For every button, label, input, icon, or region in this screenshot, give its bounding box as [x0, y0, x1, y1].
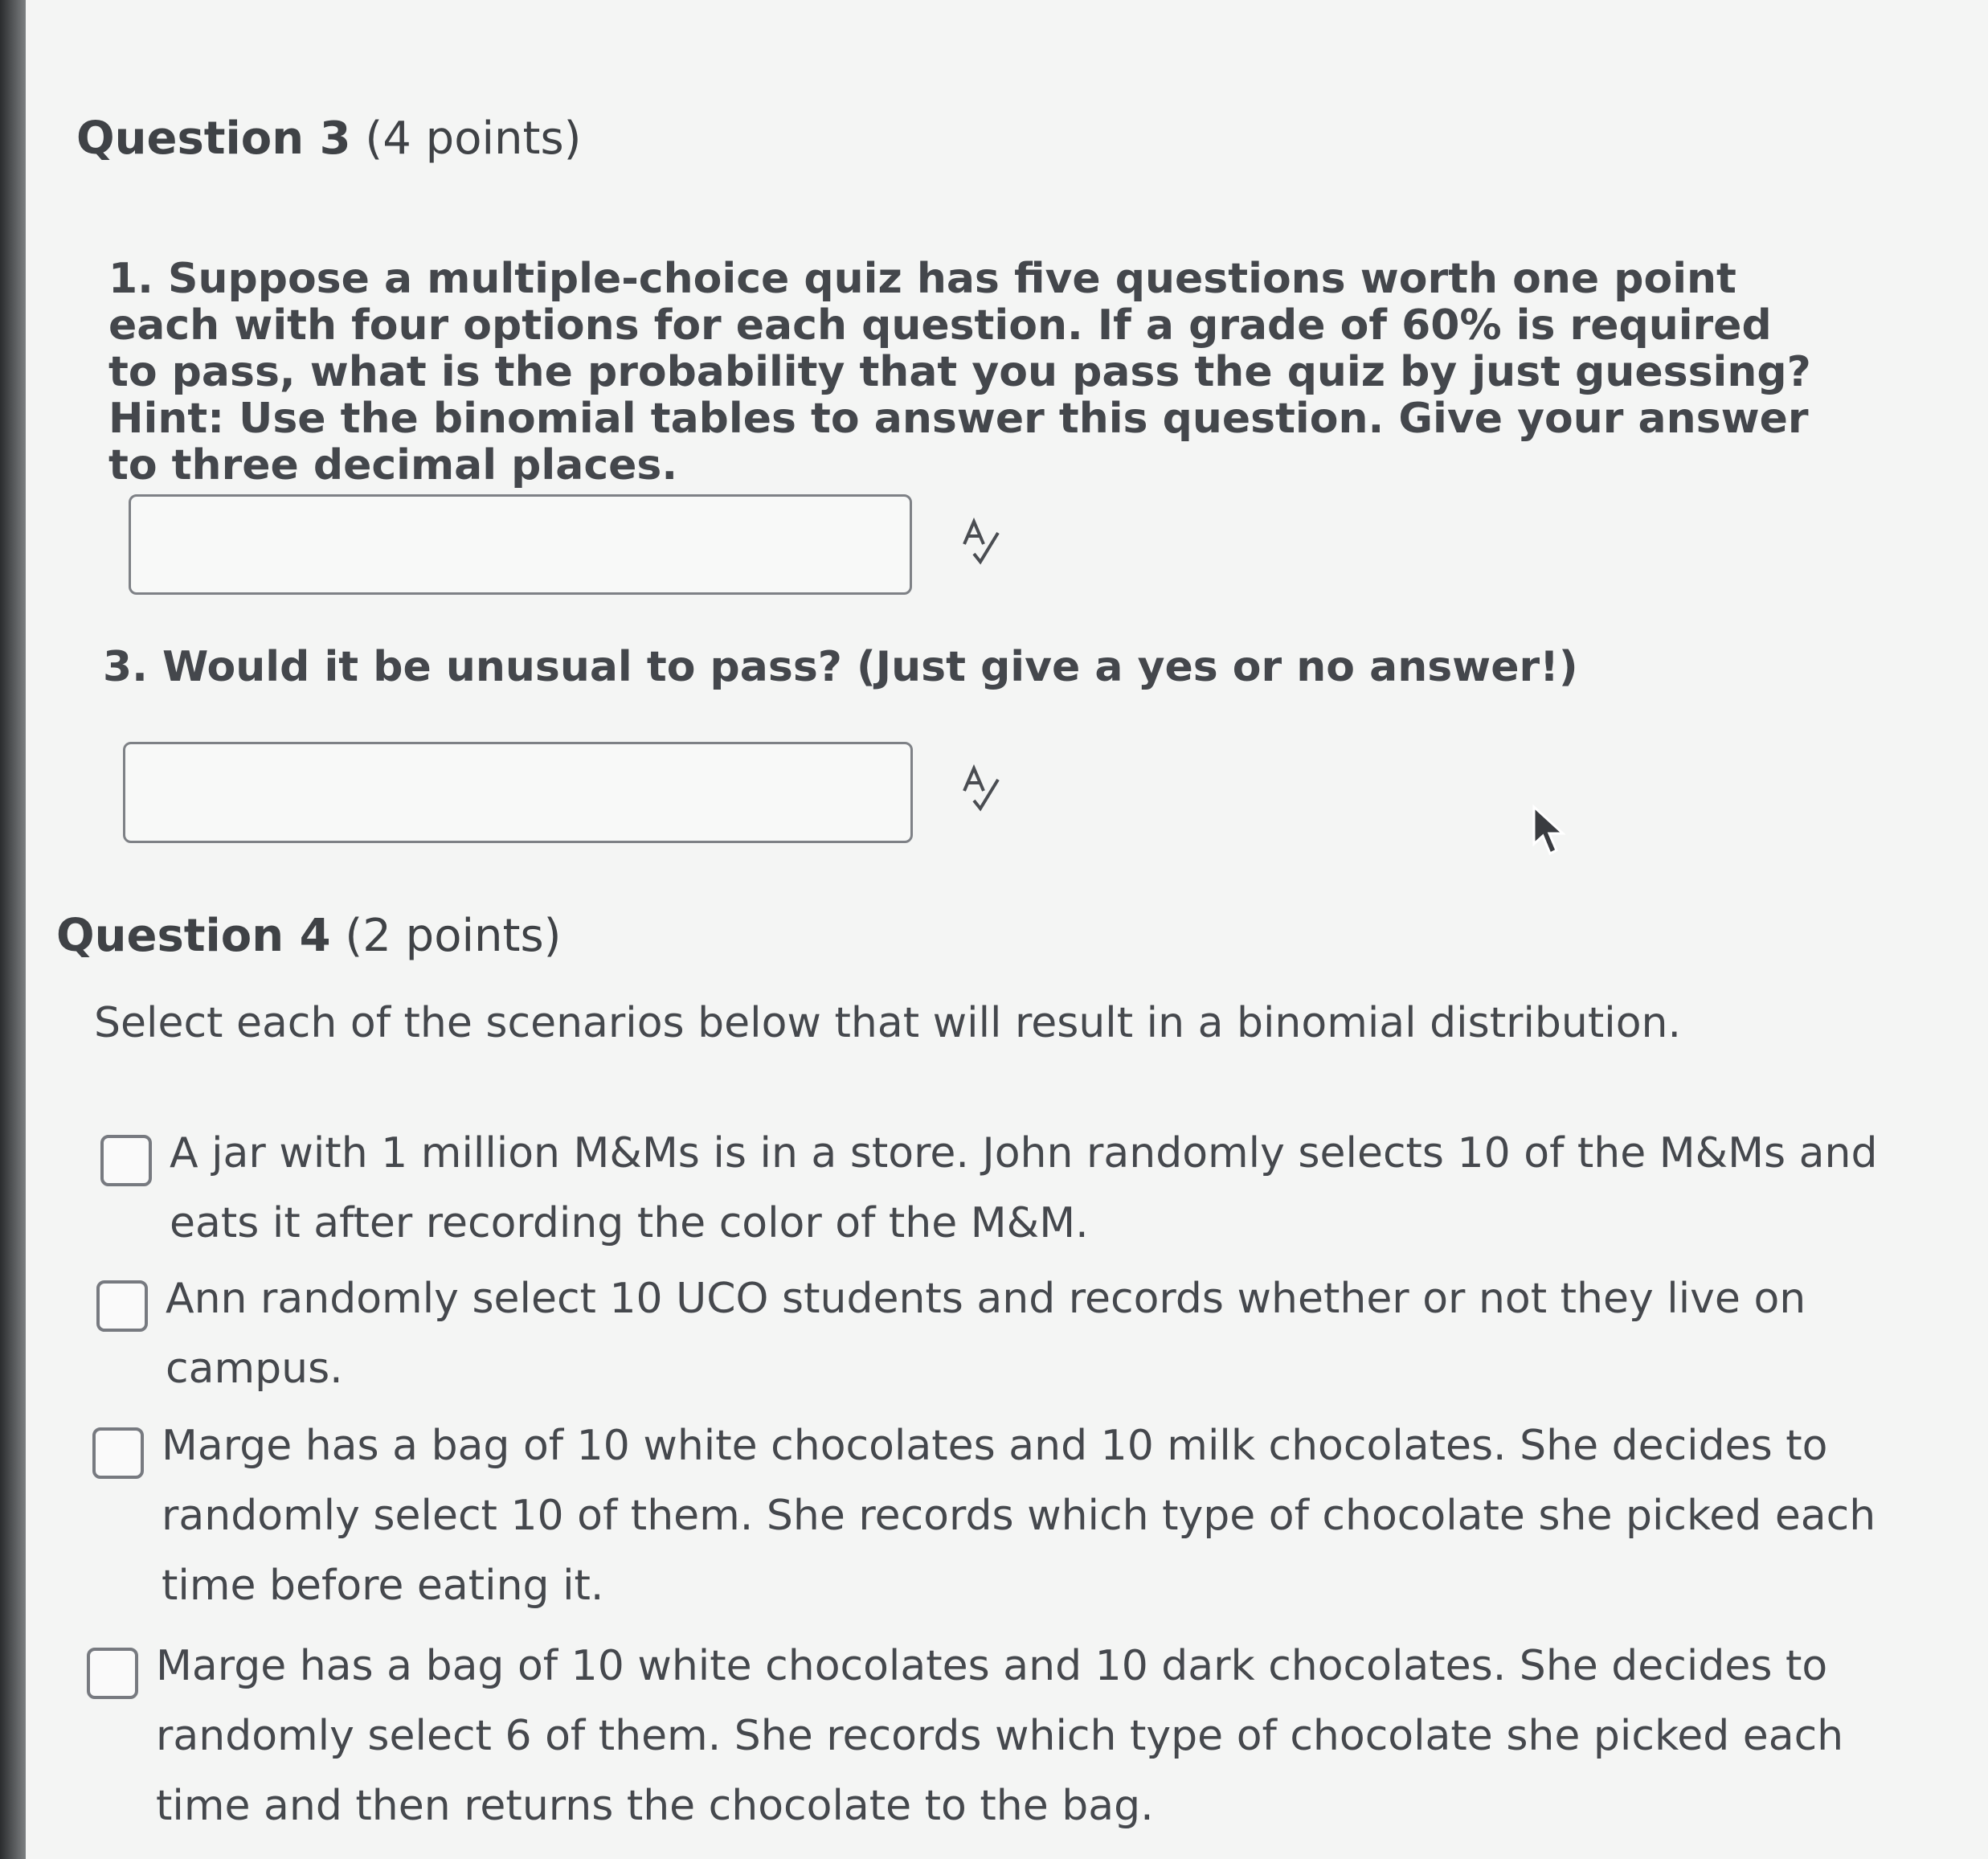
spell-check-icon[interactable]	[956, 764, 1004, 813]
option-label[interactable]: Ann randomly select 10 UCO students and records whether or not they live on campus.	[166, 1275, 1806, 1393]
checkbox[interactable]	[100, 1135, 152, 1186]
screen-bezel	[0, 0, 26, 1859]
question-4-title: Question 4	[56, 910, 331, 962]
question-3-title: Question 3	[76, 113, 351, 165]
question-3-heading	[76, 113, 582, 165]
question-3-prompt-1: 1. Suppose a multiple-choice quiz has five questions worth one point each with four options for each question. If a grade of 60% is required to pass, what is the probability that you pass the quiz by just guessing? Hint: Use the binomial tables to answer this question. Give your answer to three decimal places.	[108, 255, 1811, 489]
spell-check-icon[interactable]	[956, 517, 1004, 567]
answer-input-2[interactable]	[123, 742, 913, 843]
mouse-cursor-icon	[1531, 804, 1568, 857]
question-3-points: (4 points)	[365, 113, 582, 165]
option-label[interactable]: A jar with 1 million M&Ms is in a store. John randomly selects 10 of the M&Ms and eats it after recording the color of the M&M.	[170, 1129, 1878, 1247]
question-4-heading	[56, 910, 562, 962]
option-label[interactable]: Marge has a bag of 10 white chocolates and 10 milk chocolates. She decides to randomly select 10 of them. She records which type of chocolate she picked each time before eating it.	[162, 1422, 1876, 1610]
question-4-points: (2 points)	[345, 910, 562, 962]
question-4-instruction: Select each of the scenarios below that will result in a binomial distribution.	[94, 999, 1682, 1047]
checkbox[interactable]	[92, 1427, 144, 1479]
answer-input-1[interactable]	[129, 494, 912, 595]
option-label[interactable]: Marge has a bag of 10 white chocolates and 10 dark chocolates. She decides to randomly select 6 of them. She records which type of chocolate she picked each time and then returns the chocolate to the bag.	[156, 1642, 1844, 1830]
checkbox[interactable]	[87, 1648, 138, 1699]
checkbox[interactable]	[96, 1280, 148, 1332]
question-3-prompt-2: 3. Would it be unusual to pass? (Just give a yes or no answer!)	[103, 643, 1578, 691]
